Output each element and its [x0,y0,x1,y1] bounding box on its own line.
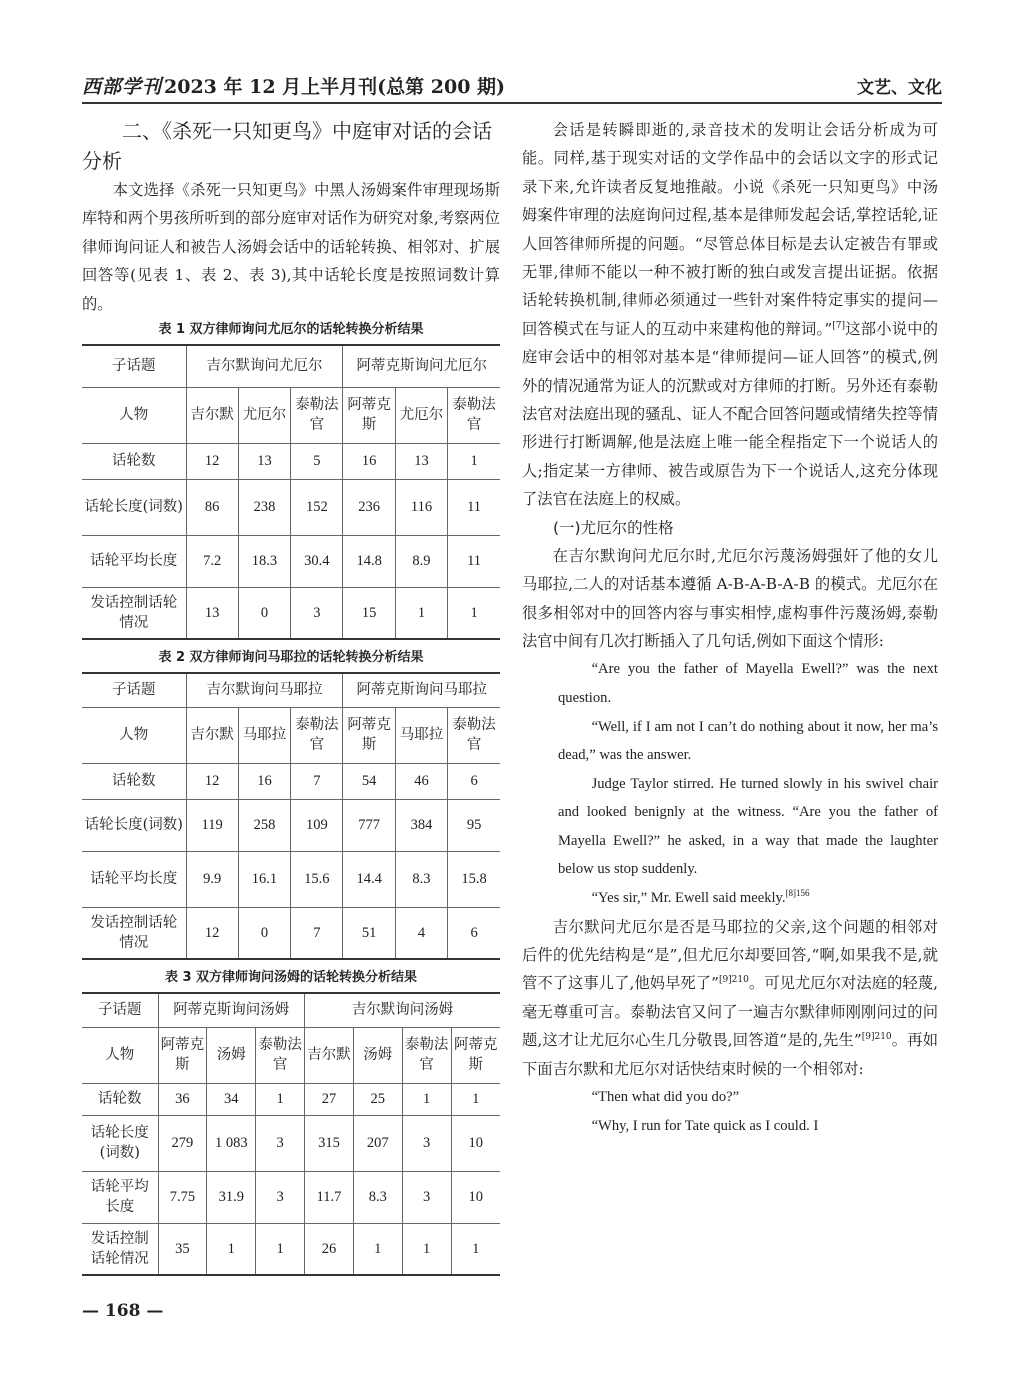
row-label: 发话控制话轮情况 [82,587,186,639]
table-cell: 1 [448,587,500,639]
person-cell: 阿蒂克斯 [343,387,395,443]
table-cell: 30.4 [291,535,343,587]
table-cell: 8.9 [395,535,447,587]
right-column [522,116,938,1140]
table-cell: 0 [238,587,290,639]
table-cell: 1 [256,1223,305,1275]
table-cell: 16 [343,443,395,479]
paragraph-text: 。再如下面吉尔默和尤厄尔对话快结束时候的一个相邻对: [522,1031,938,1078]
table-cell: 13 [395,443,447,479]
group-header: 吉尔默询问尤厄尔 [186,345,343,387]
topic-label: 子话题 [82,345,186,387]
table-cell: 36 [158,1083,207,1115]
table-cell: 15.8 [448,851,500,907]
citation: [8]156 [785,888,810,899]
running-header [82,68,942,104]
table-cell: 6 [448,907,500,959]
person-cell: 泰勒法官 [448,707,500,763]
quote-line [558,884,938,913]
person-cell: 尤厄尔 [395,387,447,443]
table-cell: 8.3 [353,1171,402,1223]
table-cell: 12 [186,443,238,479]
table-cell: 777 [343,799,395,851]
person-cell: 泰勒法官 [291,707,343,763]
citation: [7] [832,320,845,331]
person-cell: 马耶拉 [238,707,290,763]
row-label: 话轮长度(词数) [82,799,186,851]
person-cell: 吉尔默 [305,1027,354,1083]
person-cell: 泰勒法官 [291,387,343,443]
table-cell: 1 [402,1083,451,1115]
table-cell: 1 [451,1223,500,1275]
row-label: 话轮平均长度 [82,535,186,587]
body-paragraph [522,913,938,1083]
group-header: 阿蒂克斯询问汤姆 [158,993,305,1027]
row-label: 发话控制话轮情况 [82,1223,158,1275]
paragraph-text: 。可见尤厄尔对法庭的轻蔑,毫无尊重可言。泰勒法官又问了一遍吉尔默律师刚刚问过的问题,这才让尤厄尔心生几分敬畏,回答道“是的,先生” [522,974,938,1050]
person-cell: 泰勒法官 [402,1027,451,1083]
table-cell: 1 083 [207,1115,256,1171]
row-label: 发话控制话轮情况 [82,907,186,959]
paragraph-text: 这部小说中的庭审会话中的相邻对基本是“律师提问—证人回答”的模式,例外的情况通常为证人的沉默或对方律师的打断。另外还有泰勒法官对法庭出现的骚乱、证人不配合回答问题或情绪失控等情形进行打断调解,他是法庭上唯一能全程指定下一个说话人的人;指定某一方律师、被告或原告为下一个说话人,这充分体现了法官在法庭上的权威。 [522,319,938,509]
page-number: — 168 — [82,1301,164,1321]
table-1-caption: 表 1 双方律师询问尤厄尔的话轮转换分析结果 [158,322,424,338]
quote-line: “Why, I run for Tate quick as I could. I [591,1117,819,1134]
table-cell: 3 [402,1115,451,1171]
person-cell: 汤姆 [207,1027,256,1083]
topic-label: 子话题 [82,993,158,1027]
table-cell: 46 [395,763,447,799]
table-cell: 3 [256,1115,305,1171]
table-cell: 35 [158,1223,207,1275]
person-cell: 马耶拉 [395,707,447,763]
table-cell: 119 [186,799,238,851]
table-cell: 258 [238,799,290,851]
table-cell: 109 [291,799,343,851]
quote-line: “Well, if I am not I can’t do nothing about it now, her ma’s dead,” was the answer. [558,718,938,764]
table-3 [82,992,500,1276]
table-cell: 7 [291,907,343,959]
table-2 [82,672,500,960]
body-paragraph: 在吉尔默询问尤厄尔时,尤厄尔污蔑汤姆强奸了他的女儿马耶拉,二人的对话基本遵循 A-B-A-B-A-B 的模式。尤厄尔在很多相邻对中的回答内容与事实相悖,虚构事件污蔑汤姆,泰勒法官中间有几次打断插入了几句话,例如下面这个情形: [522,546,938,650]
table-cell: 15 [343,587,395,639]
quote-line: “Are you the father of Mayella Ewell?” was the next question. [558,661,938,706]
person-label: 人物 [82,707,186,763]
table-cell: 1 [395,587,447,639]
table-cell: 12 [186,907,238,959]
table-cell: 0 [238,907,290,959]
table-1 [82,344,500,640]
person-label: 人物 [82,387,186,443]
table-cell: 152 [291,479,343,535]
table-cell: 34 [207,1083,256,1115]
table-cell: 14.4 [343,851,395,907]
table-cell: 10 [451,1115,500,1171]
row-label: 话轮长度(词数) [82,479,186,535]
group-header: 阿蒂克斯询问尤厄尔 [343,345,500,387]
table-cell: 384 [395,799,447,851]
table-cell: 1 [353,1223,402,1275]
group-header: 吉尔默询问汤姆 [305,993,500,1027]
intro-paragraph: 本文选择《杀死一只知更鸟》中黑人汤姆案件审理现场斯库特和两个男孩所听到的部分庭审对话作为研究对象,考察两位律师询问证人和被告人汤姆会话中的话轮转换、相邻对、扩展回答等(见表 1、表 2、表 3),其中话轮长度是按照词数计算的。 [82,181,500,313]
table-cell: 6 [448,763,500,799]
quote-line: Judge Taylor stirred. He turned slowly in his swivel chair and looked benignly at the witness. “Are you the father of Mayella Ewell?” he asked, in a way that made the laughter below us stop suddenly. [558,775,938,878]
table-cell: 279 [158,1115,207,1171]
person-cell: 汤姆 [353,1027,402,1083]
table-cell: 54 [343,763,395,799]
person-cell: 吉尔默 [186,707,238,763]
person-cell: 尤厄尔 [238,387,290,443]
table-cell: 3 [256,1171,305,1223]
table-cell: 9.9 [186,851,238,907]
table-cell: 10 [451,1171,500,1223]
row-label: 话轮平均长度 [82,1171,158,1223]
table-3-caption: 表 3 双方律师询问汤姆的话轮转换分析结果 [164,970,418,986]
citation: [9]210 [861,1032,892,1043]
section-title: 二、《杀死一只知更鸟》中庭审对话的会话分析 [82,119,492,173]
table-cell: 95 [448,799,500,851]
table-cell: 13 [186,587,238,639]
row-label: 话轮数 [82,1083,158,1115]
table-cell: 13 [238,443,290,479]
table-cell: 7.75 [158,1171,207,1223]
table-cell: 7.2 [186,535,238,587]
row-label: 话轮数 [82,443,186,479]
person-cell: 阿蒂克斯 [451,1027,500,1083]
table-cell: 16.1 [238,851,290,907]
table-cell: 27 [305,1083,354,1115]
topic-label: 子话题 [82,673,186,707]
table-cell: 236 [343,479,395,535]
row-label: 话轮数 [82,763,186,799]
table-2-caption: 表 2 双方律师询问马耶拉的话轮转换分析结果 [158,650,424,666]
table-cell: 7 [291,763,343,799]
table-cell: 14.8 [343,535,395,587]
person-cell: 泰勒法官 [256,1027,305,1083]
table-cell: 25 [353,1083,402,1115]
section-label: 文艺、文化 [857,77,942,98]
table-cell: 3 [291,587,343,639]
table-cell: 5 [291,443,343,479]
person-label: 人物 [82,1027,158,1083]
table-cell: 1 [448,443,500,479]
subheading: (一)尤厄尔的性格 [553,518,674,537]
header-left [82,72,505,99]
table-cell: 11 [448,535,500,587]
table-cell: 116 [395,479,447,535]
table-cell: 12 [186,763,238,799]
group-header: 吉尔默询问马耶拉 [186,673,343,707]
left-column [82,116,500,1276]
person-cell: 阿蒂克斯 [158,1027,207,1083]
table-cell: 51 [343,907,395,959]
journal-name: 西部学刊 [82,75,163,98]
table-cell: 11.7 [305,1171,354,1223]
person-cell: 吉尔默 [186,387,238,443]
paragraph-text: 吉尔默问尤厄尔是否是马耶拉的父亲,这个问题的相邻对后件的优先结构是“是”,但尤厄尔却要回答,“啊,如果我不是,就管不了这事儿了,他妈早死了” [522,917,938,993]
row-label: 话轮平均长度 [82,851,186,907]
table-cell: 8.3 [395,851,447,907]
table-cell: 86 [186,479,238,535]
issue-info: 2023 年 12 月上半月刊(总第 200 期) [164,75,506,98]
table-cell: 1 [451,1083,500,1115]
table-cell: 11 [448,479,500,535]
row-label: 话轮长度(词数) [82,1115,158,1171]
table-cell: 16 [238,763,290,799]
table-cell: 18.3 [238,535,290,587]
person-cell: 泰勒法官 [448,387,500,443]
table-cell: 26 [305,1223,354,1275]
paragraph-text: 会话是转瞬即逝的,录音技术的发明让会话分析成为可能。同样,基于现实对话的文学作品中的会话以文字的形式记录下来,允许读者反复地推敲。小说《杀死一只知更鸟》中汤姆案件审理的法庭询问过程,基本是律师发起会话,掌控话轮,证人回答律师所提的问题。“尽管总体目标是去认定被告有罪或无罪,律师不能以一种不被打断的独白或发言提出证据。依据话轮转换机制,律师必须通过一些针对案件特定事实的提问—回答模式在与证人的互动中来建构他的辩词。” [522,121,938,338]
person-cell: 阿蒂克斯 [343,707,395,763]
table-cell: 238 [238,479,290,535]
table-cell: 15.6 [291,851,343,907]
table-cell: 315 [305,1115,354,1171]
table-cell: 3 [402,1171,451,1223]
quote-text: “Yes sir,” Mr. Ewell said meekly. [591,890,786,907]
citation: [9]210 [718,975,749,986]
body-paragraph [522,116,938,514]
table-cell: 31.9 [207,1171,256,1223]
table-cell: 1 [207,1223,256,1275]
table-cell: 207 [353,1115,402,1171]
table-cell: 1 [402,1223,451,1275]
quote-line: “Then what did you do?” [591,1089,740,1106]
table-cell: 4 [395,907,447,959]
group-header: 阿蒂克斯询问马耶拉 [343,673,500,707]
table-cell: 1 [256,1083,305,1115]
